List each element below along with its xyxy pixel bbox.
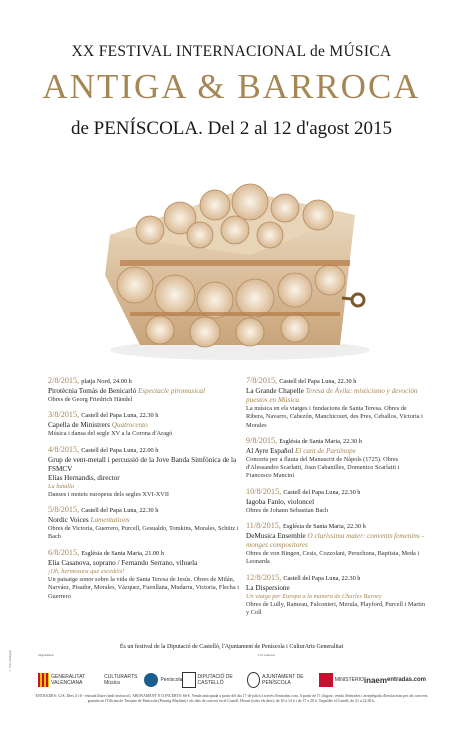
event-program: La música en els viatges i fundacions de Santa Teresa. Obres de Ribera, Navarro, Cabezón, Manchicourt, des Pres, Ceballos, Victoria i Morales [246, 405, 423, 429]
collaborators-label: Col·laboren [258, 653, 275, 657]
festival-main-title: ANTIGA & BARROCA [42, 67, 421, 106]
inaem-logo: inaem [363, 675, 387, 685]
organizer-statement: És un festival de la Diputació de Castelló, l'Ajuntament de Peníscola i CulturArts Generalitat [119, 644, 344, 650]
event-performer: Pirotècnia Tomás de Benicarló [48, 387, 137, 395]
event-date: 9/8/2015, [246, 435, 278, 445]
event-venue: Castell del Papa Luna, 22.30 h [81, 507, 159, 515]
event-program: Obres de Victoria, Guerrero, Purcell, Gesualdo, Tomkins, Morales, Schütz i Bach [48, 525, 239, 541]
event-venue: Castell del Papa Luna, 22.30 h [279, 378, 357, 385]
event-program: Música i dansa del segle XV a la Corona d'Aragó [48, 430, 173, 438]
event-date: 11/8/2015, [246, 521, 281, 531]
event-venue: platja Nord, 24.00 h [81, 378, 132, 385]
event-program: Danses i motets europeus dels segles XVI-XVII [48, 490, 170, 498]
event-title: O clarissima mater: convents femenins - monges compositores [246, 532, 424, 550]
event-date: 5/8/2015, [48, 505, 80, 515]
ministerio-logo: MINISTERIO [319, 673, 364, 687]
culturarts-logo: CULTURARTS Música [104, 674, 138, 686]
ajuntament-logo: AJUNTAMENT DE PENÍSCOLA [247, 672, 319, 688]
diputacio-logo: DIPUTACIÓ DE CASTELLÓ [182, 672, 247, 688]
event-title: El cant de Parténope [295, 446, 356, 455]
event-title: La batalla [48, 482, 75, 490]
event-venue: Castell del Papa Luna, 22.30 h [81, 412, 159, 420]
event-item [246, 487, 426, 515]
event-title: Quatrocento [111, 421, 148, 430]
event-performer: La Grande Chapelle [246, 387, 304, 395]
event-program: Obres de von Bingen, Cesis, Cozzolani, Peruchona, Baptista, Meda i Leonarda [246, 550, 420, 566]
shell-chest-illustration [90, 160, 380, 365]
events-right-column [246, 376, 426, 624]
event-item [48, 376, 243, 404]
event-performer: Nordic Voices [48, 516, 89, 525]
event-performer: Iagoba Fanlo, violoncel [246, 497, 315, 506]
event-program: Un paisatge sonor sobre la vida de Santa Teresa de Jesús. Obres de Milán, Narváez, Pisador, Morales, Vázquez, Fuenllana, Mudarra, Victoria, Flecha i Guerrero [48, 576, 239, 600]
photo-credit: © Foto: Bodegón [8, 650, 12, 673]
event-venue: Església de Santa Maria, 22.30 h [279, 437, 362, 445]
event-program: Obres de Lully, Rameau, Falconieri, Merula, Playford, Purcell i Martin y Coll [246, 600, 426, 617]
event-performer: Grup de vent-metall i percussió de la Jove Banda Simfònica de la FSMCV [48, 455, 237, 473]
event-date: 2/8/2015, [48, 376, 80, 385]
event-venue: Església de Santa Maria, 21.00 h [81, 549, 164, 557]
event-title: Lamentations [90, 516, 130, 525]
event-performer: DeMusica Ensemble [246, 532, 306, 541]
event-venue: Església de Santa Maria, 22.30 h [283, 523, 366, 531]
event-date: 4/8/2015, [48, 444, 80, 454]
event-venue: Castell del Papa Luna, 22.30 h [283, 488, 361, 496]
entradas-logo: entradas.com [387, 677, 427, 683]
sponsor-logos [38, 669, 426, 691]
event-performer: Elia Casanova, soprano / Fernando Serrano, vihuela [48, 558, 198, 567]
event-item [246, 573, 426, 618]
ticket-info: ENTRADES: 12 €. Dies 4 i 6 - entrada lliure (amb invitació). ABONAMENT 8 CONCERTS: 66 €. Venda anticipada a partir del dia 17 de juliol a través d'entradas.com. A partir de l'1 d'agost, venda d'entrades i arreplegada d'invitacions per als concerts gratuïts en l'Oficina de Turisme de Peníscola (Passeig Marítim) i els dies de concert en el Castell. Horari (totes els dies): de 10 a 14 h i de 17 a 20 h. Taquilles el Castell, de 21 a 22.30 h. [35, 694, 428, 704]
festival-edition-title: XX FESTIVAL INTERNACIONAL de MÚSICA [71, 43, 392, 60]
event-venue: Castell del Papa Luna, 22.30 h [283, 574, 361, 582]
event-date: 7/8/2015, [246, 376, 278, 385]
event-title: Espectacle piromusical [137, 387, 205, 395]
event-item [48, 445, 243, 500]
organizers-label: Organitzen [38, 653, 54, 657]
event-director: Elías Hernandis, director [48, 473, 120, 482]
festival-dates: de PENÍSCOLA. Del 2 al 12 d'agost 2015 [70, 118, 393, 139]
event-program: Concerts per a flauta del Manuscrit de Nàpols (1725). Obres d'Alessandro Scarlatti, Joan Cabanilles, Domenico Scarlatti i Francesco Mancini [246, 455, 400, 480]
event-item [48, 505, 243, 542]
event-title: Un viatge per Europa a la manera de Charles Burney [246, 592, 382, 600]
event-program: Obres de Georg Friedrich Händel [48, 396, 133, 403]
event-program: Obres de Johann Sebastian Bach [246, 506, 329, 514]
event-title: Teresa de Ávila: misticismo y devoción puestos en Música [246, 387, 418, 404]
event-date: 12/8/2015, [246, 572, 282, 582]
events-left-column [48, 376, 243, 607]
event-item [48, 548, 243, 601]
event-item [246, 436, 426, 481]
event-venue: Castell del Papa Luna, 22.00 h [81, 446, 159, 454]
generalitat-logo: GENERALITAT VALENCIANA [38, 673, 104, 687]
event-item [246, 521, 426, 567]
event-date: 10/8/2015, [246, 486, 282, 496]
event-performer: La Dispersione [246, 583, 290, 592]
event-performer: Al Ayre Español [246, 446, 294, 455]
event-performer: Capella de Ministrers [48, 421, 110, 430]
peniscola-logo: Peníscola [144, 673, 182, 687]
event-item [246, 376, 426, 430]
event-title: ¡Oh, hermosura que excedéis! [48, 567, 125, 575]
event-item [48, 410, 243, 438]
event-date: 3/8/2015, [48, 410, 80, 420]
event-date: 6/8/2015, [48, 547, 80, 557]
